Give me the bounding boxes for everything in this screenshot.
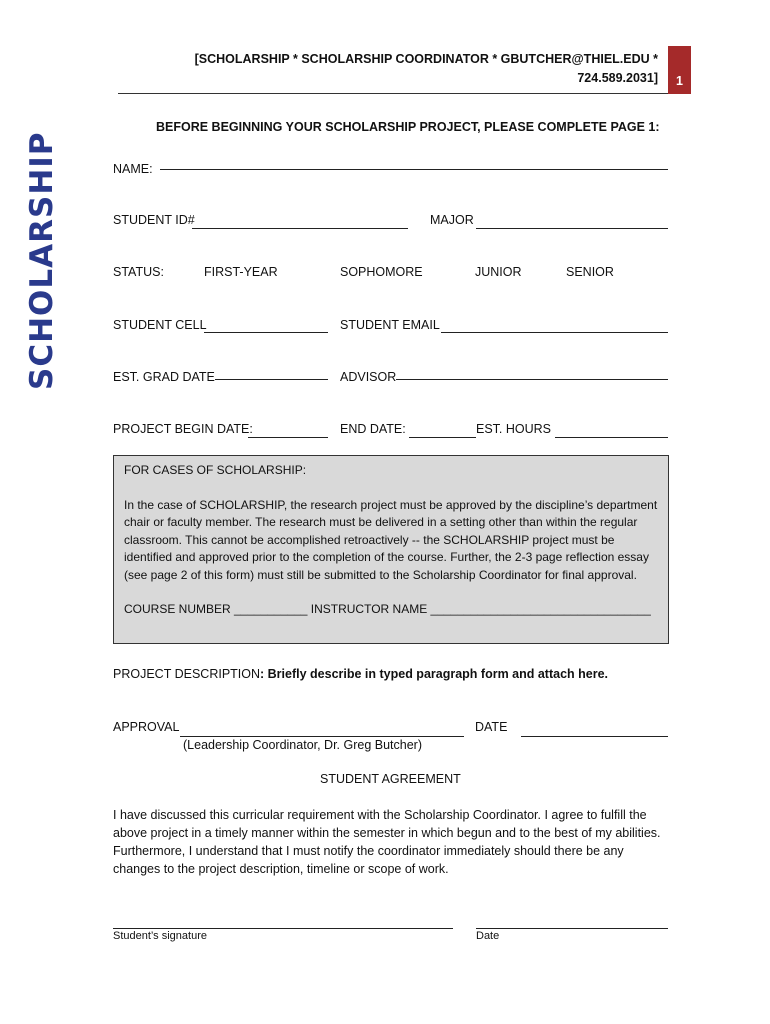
instructions-heading: BEFORE BEGINNING YOUR SCHOLARSHIP PROJECT, PLEASE COMPLETE PAGE 1: bbox=[156, 120, 660, 134]
est-grad-date-label: EST. GRAD DATE bbox=[113, 370, 215, 384]
header-divider bbox=[118, 93, 668, 94]
project-begin-date-field[interactable] bbox=[248, 437, 328, 438]
advisor-label: ADVISOR bbox=[340, 370, 397, 384]
student-cell-label: STUDENT CELL bbox=[113, 318, 207, 332]
header-line-2: 724.589.2031] bbox=[577, 71, 658, 85]
approval-signature-field[interactable] bbox=[180, 736, 464, 737]
project-begin-date-label: PROJECT BEGIN DATE: bbox=[113, 422, 253, 436]
signature-date-field[interactable] bbox=[476, 928, 668, 929]
approval-label: APPROVAL bbox=[113, 720, 180, 734]
scholarship-info-box bbox=[113, 455, 669, 644]
approval-sub-label: (Leadership Coordinator, Dr. Greg Butcher) bbox=[183, 738, 423, 752]
project-description-text: : Briefly describe in typed paragraph form and attach here. bbox=[260, 667, 609, 681]
major-label: MAJOR bbox=[430, 213, 474, 227]
name-field[interactable] bbox=[160, 169, 668, 170]
student-signature-field[interactable] bbox=[113, 928, 453, 929]
student-id-label: STUDENT ID# bbox=[113, 213, 195, 227]
student-email-label: STUDENT EMAIL bbox=[340, 318, 440, 332]
side-title: SCHOLARSHIP bbox=[24, 131, 60, 390]
status-option-senior[interactable]: SENIOR bbox=[566, 265, 614, 279]
scholarship-box-heading: FOR CASES OF SCHOLARSHIP: bbox=[124, 463, 307, 477]
scholarship-box-paragraph: In the case of SCHOLARSHIP, the research project must be approved by the discipline’s department chair or faculty member. The research must be delivered in a setting other than within the regular classroom. This cannot be accomplished retroactively -- the SCHOLARSHIP project must be identified and approved prior to the completion of the course. Further, the 2-3 page reflection essay (see page 2 of this form) must still be submitted to the Scholarship Coordinator for final approval. bbox=[124, 497, 658, 582]
student-id-field[interactable] bbox=[192, 228, 408, 229]
student-agreement-heading: STUDENT AGREEMENT bbox=[320, 772, 461, 786]
project-description bbox=[113, 667, 608, 681]
page-number-badge: 1 bbox=[668, 46, 691, 94]
student-signature-label: Student’s signature bbox=[113, 930, 207, 942]
student-email-field[interactable] bbox=[441, 332, 668, 333]
approval-date-label: DATE bbox=[475, 720, 508, 734]
est-hours-label: EST. HOURS bbox=[476, 422, 552, 436]
status-label: STATUS: bbox=[113, 265, 164, 279]
header-info bbox=[98, 50, 658, 88]
est-grad-date-field[interactable] bbox=[215, 379, 328, 380]
end-date-label: END DATE: bbox=[340, 422, 406, 436]
project-description-label: PROJECT DESCRIPTION bbox=[113, 667, 261, 681]
est-hours-field[interactable] bbox=[555, 437, 668, 438]
major-field[interactable] bbox=[476, 228, 668, 229]
status-option-first-year[interactable]: FIRST-YEAR bbox=[204, 265, 278, 279]
signature-date-label: Date bbox=[476, 930, 500, 942]
approval-date-field[interactable] bbox=[521, 736, 668, 737]
end-date-field[interactable] bbox=[409, 437, 476, 438]
header-line-1: [SCHOLARSHIP * SCHOLARSHIP COORDINATOR * GBUTCHER@THIEL.EDU * bbox=[194, 52, 658, 66]
name-label: NAME: bbox=[113, 162, 153, 176]
advisor-field[interactable] bbox=[396, 379, 668, 380]
student-cell-field[interactable] bbox=[204, 332, 328, 333]
student-agreement-paragraph: I have discussed this curricular requirement with the Scholarship Coordinator. I agree to fulfill the above project in a timely manner within the semester in which begun and to the best of my abilities. Furthermore, I understand that I must notify the coordinator immediately should there be any changes to the project description, timeline or scope of work. bbox=[113, 808, 661, 876]
course-instructor-line[interactable]: COURSE NUMBER ___________ INSTRUCTOR NAME _________________________________ bbox=[124, 602, 651, 616]
status-option-sophomore[interactable]: SOPHOMORE bbox=[340, 265, 423, 279]
status-option-junior[interactable]: JUNIOR bbox=[475, 265, 522, 279]
